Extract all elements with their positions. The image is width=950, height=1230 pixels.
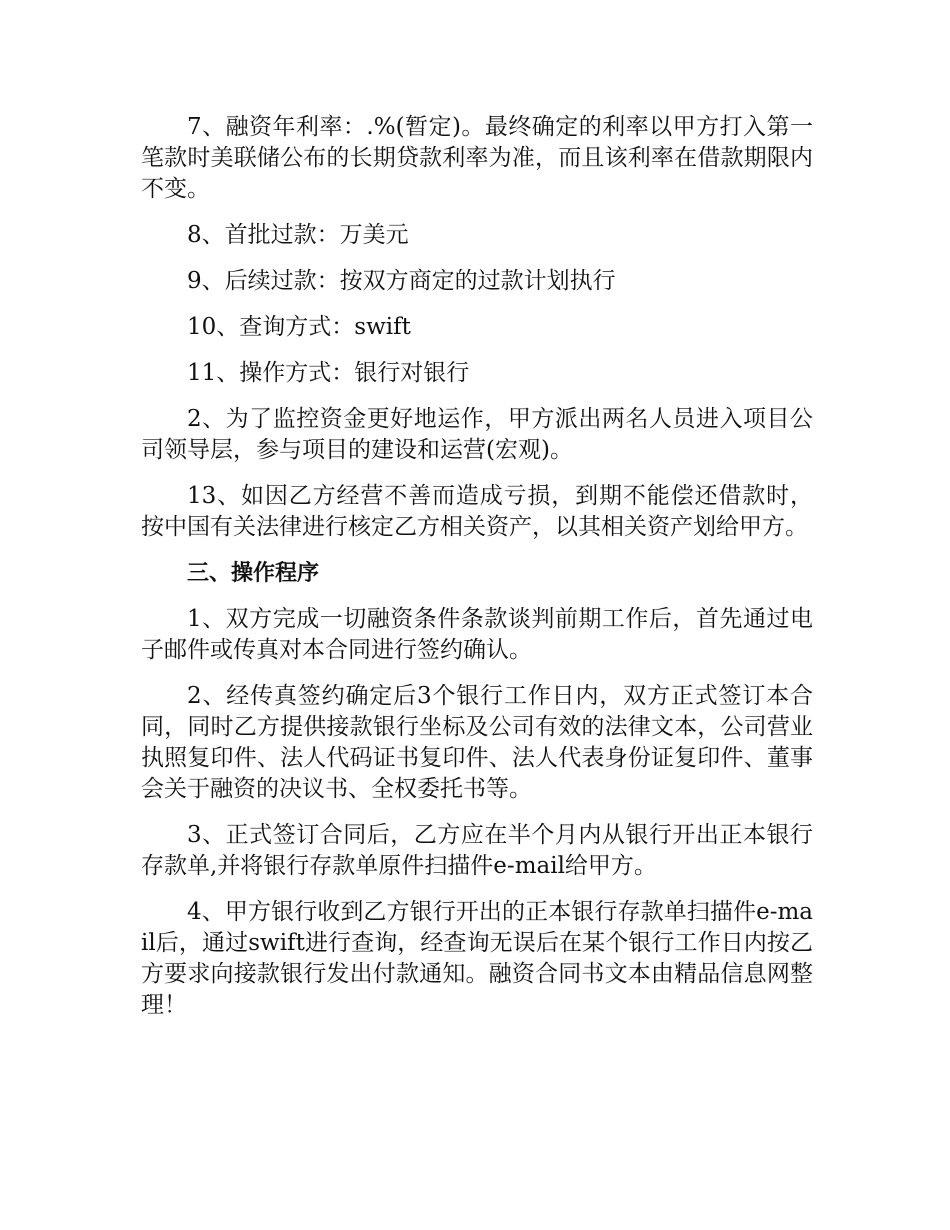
procedure-step-2: 2、经传真签约确定后3个银行工作日内，双方正式签订本合同，同时乙方提供接款银行坐标及公司有效的法律文本，公司营业执照复印件、法人代码证书复印件、法人代表身份证复印件、董事会关于融资的决议书、全权委托书等。 [141,683,813,802]
procedure-step-1: 1、双方完成一切融资条件条款谈判前期工作后，首先通过电子邮件或传真对本合同进行签约确认。 [141,606,813,663]
procedure-step-3: 3、正式签订合同后，乙方应在半个月内从银行开出正本银行存款单,并将银行存款单原件扫描件e-mail给甲方。 [141,822,813,879]
clause-13-default-handling: 13、如因乙方经营不善而造成亏损，到期不能偿还借款时，按中国有关法律进行核定乙方相关资产，以其相关资产划给甲方。 [141,483,813,540]
document-body [141,112,813,1036]
clause-7-interest-rate: 7、融资年利率：.%(暂定)。最终确定的利率以甲方打入第一笔款时美联储公布的长期贷款利率为准，而且该利率在借款期限内不变。 [141,114,813,202]
clause-9-subsequent-disbursement: 9、后续过款：按双方商定的过款计划执行 [187,268,616,294]
clause-11-operation-method: 11、操作方式：银行对银行 [187,360,470,386]
procedure-step-4: 4、甲方银行收到乙方银行开出的正本银行存款单扫描件e-mail后，通过swift进行查询，经查询无误后在某个银行工作日内按乙方要求向接款银行发出付款通知。融资合同书文本由精品信息网整理！ [141,899,813,1018]
clause-8-first-disbursement: 8、首批过款：万美元 [187,222,409,248]
clause-10-query-method: 10、查询方式：swift [187,314,411,340]
section-heading-operation-procedure: 三、操作程序 [187,561,320,586]
clause-2-fund-monitoring: 2、为了监控资金更好地运作，甲方派出两名人员进入项目公司领导层，参与项目的建设和运营(宏观)。 [141,406,813,463]
